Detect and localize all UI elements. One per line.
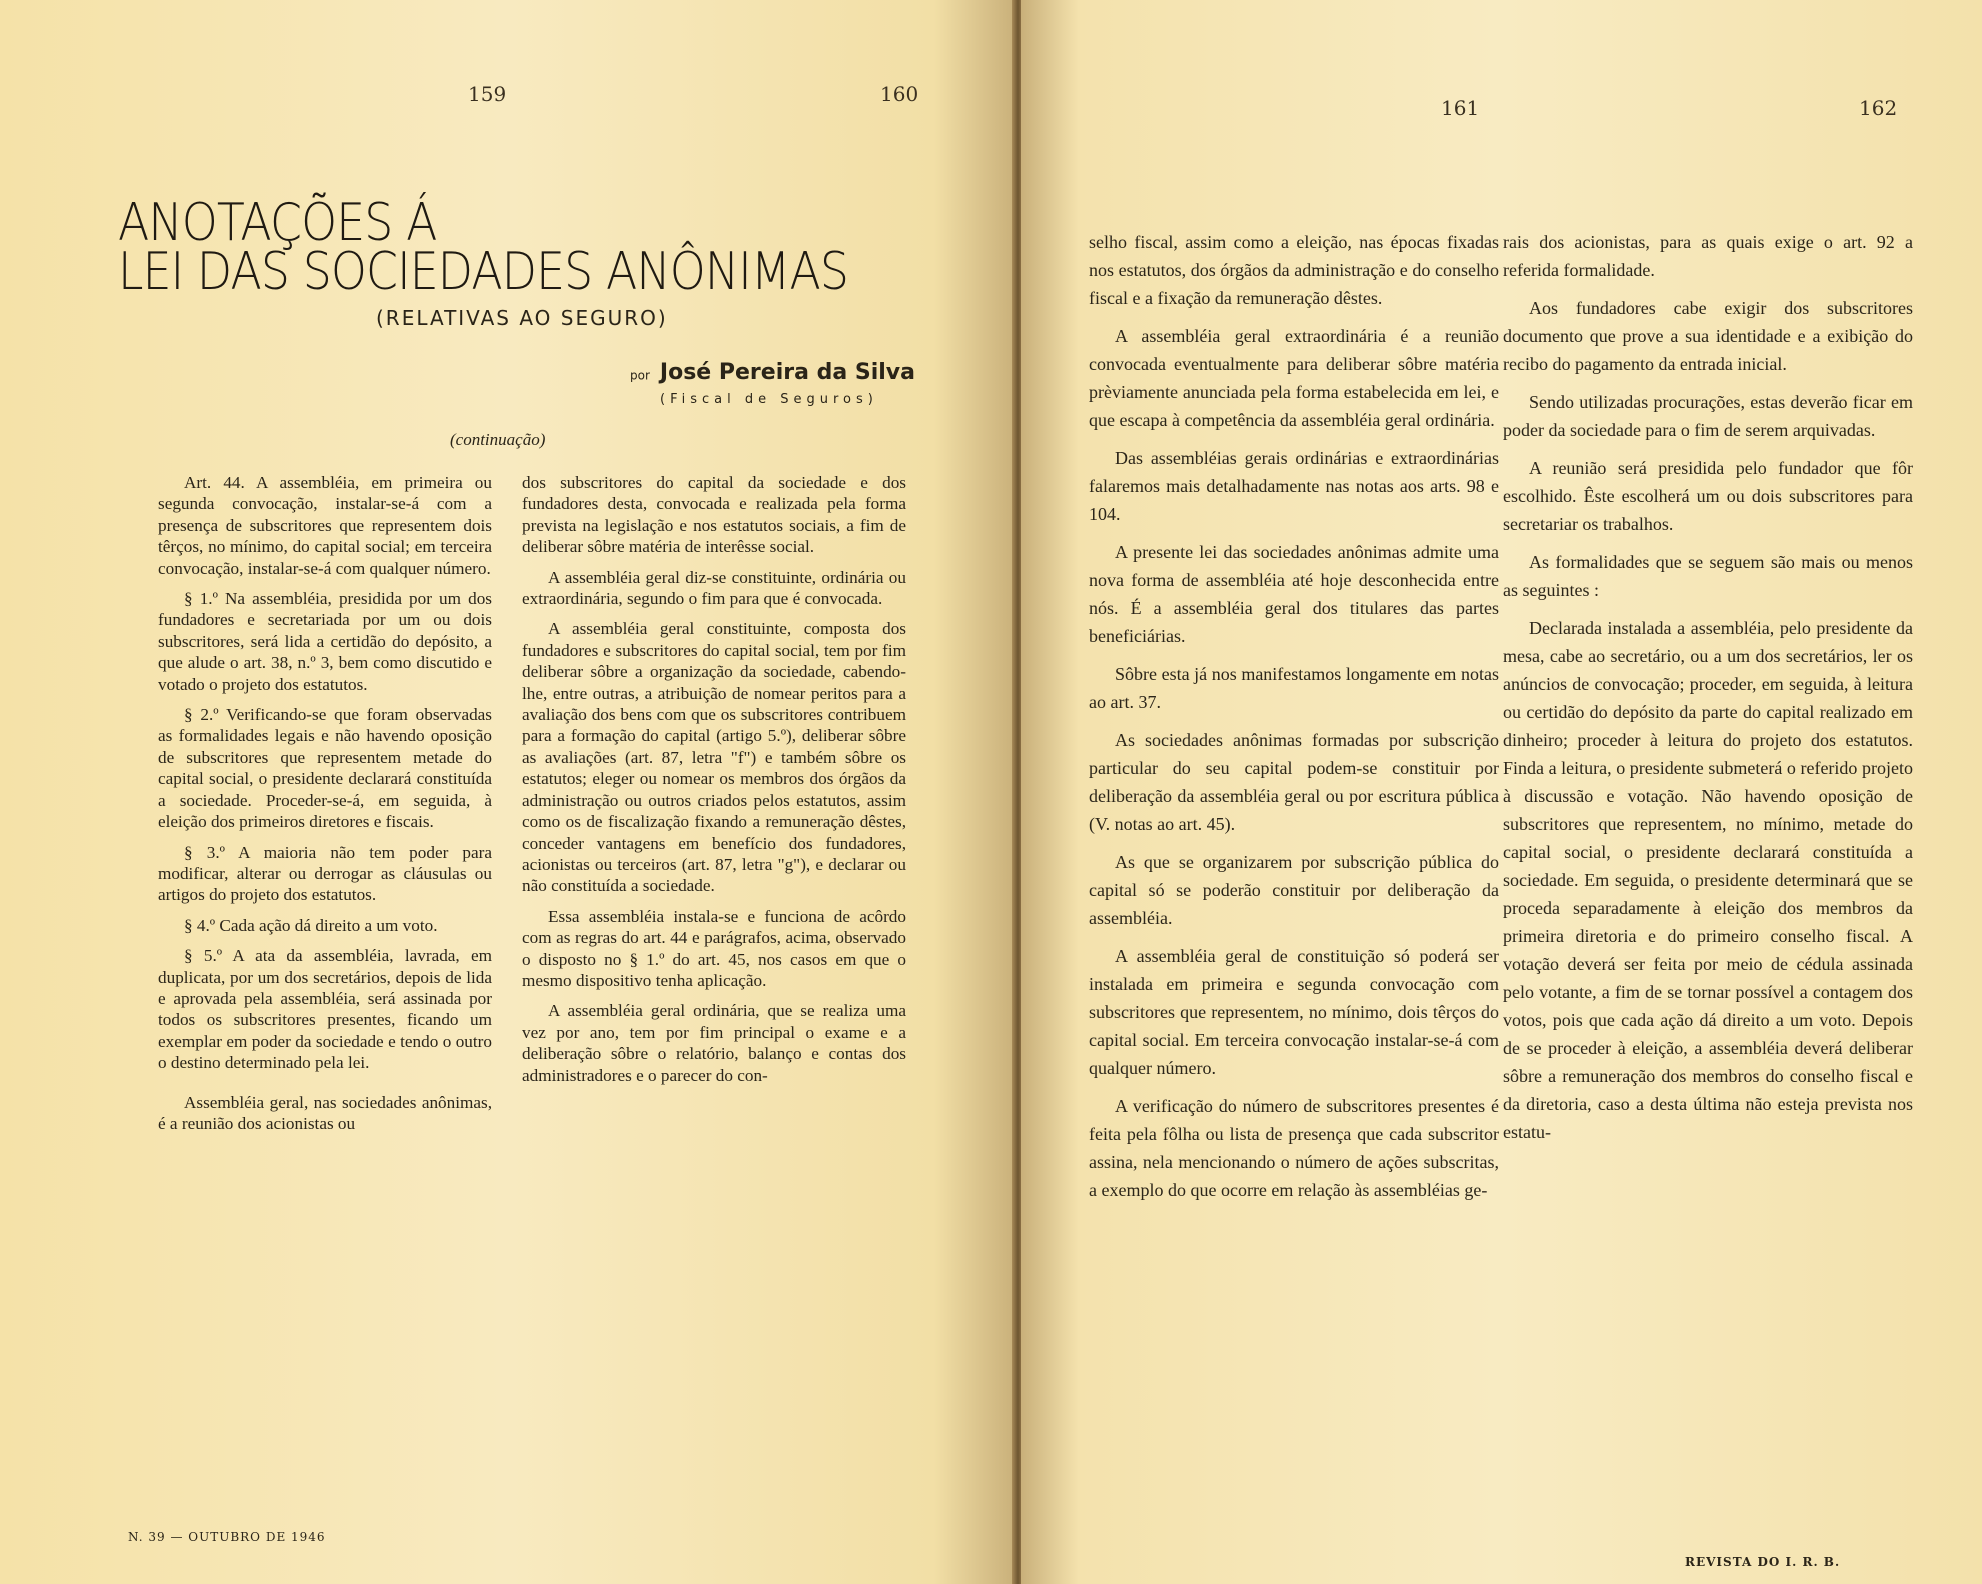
paragraph: § 4.º Cada ação dá direito a um voto. xyxy=(184,915,438,935)
continuation-note: (continuação) xyxy=(450,430,546,449)
article-subtitle: (RELATIVAS AO SEGURO) xyxy=(376,306,668,330)
author-name: José Pereira da Silva xyxy=(659,360,915,385)
byline xyxy=(630,360,915,385)
footer-journal: REVISTA DO I. R. B. xyxy=(1685,1555,1841,1569)
paragraph: Art. 44. A assembléia, em primeira ou segunda convocação, instalar-se-á com a presença de subscritores que representem dois têrços, no mínimo, do capital social; em terceira convocação, instalar-se-á com qualquer número. xyxy=(158,473,492,578)
column-4 xyxy=(1503,228,1913,1156)
paragraph: As formalidades que se seguem são mais ou menos as seguintes : xyxy=(1503,552,1913,600)
right-page xyxy=(1021,0,1982,1584)
paragraph: dos subscritores do capital da sociedade e dos fundadores desta, convocada e realizada pela forma prevista na legislação e nos estatutos sociais, a fim de deliberar sôbre matéria de interêsse social. xyxy=(522,473,906,557)
paragraph: Das assembléias gerais ordinárias e extraordinárias falaremos mais detalhadamente nas notas aos arts. 98 e 104. xyxy=(1089,448,1499,524)
paragraph: A reunião será presidida pelo fundador que fôr escolhido. Êste escolherá um ou dois subscritores para secretariar os trabalhos. xyxy=(1503,458,1913,534)
paragraph: A assembléia geral extraordinária é a reunião convocada eventualmente para deliberar sôbre matéria prèviamente anunciada pela forma estabelecida em lei, e que escapa à competência da assembléia geral ordinária. xyxy=(1089,326,1499,430)
paragraph: Sendo utilizadas procurações, estas deverão ficar em poder da sociedade para o fim de serem arquivadas. xyxy=(1503,392,1913,440)
paragraph: Assembléia geral, nas sociedades anônimas, é a reunião dos acionistas ou xyxy=(158,1092,492,1133)
paragraph: § 2.º Verificando-se que foram observadas as formalidades legais e não havendo oposição de subscritores que representem metade do capital social, o presidente declarará constituída a sociedade. Proceder-se-á, em seguida, à eleição dos primeiros diretores e fiscais. xyxy=(158,705,492,832)
article-title-line1: ANOTAÇÕES Á xyxy=(118,193,437,253)
paragraph: rais dos acionistas, para as quais exige o art. 92 a referida formalidade. xyxy=(1503,232,1913,280)
paragraph: § 3.º A maioria não tem poder para modificar, alterar ou derrogar as cláusulas ou artigos do projeto dos estatutos. xyxy=(158,842,492,905)
paragraph: Declarada instalada a assembléia, pelo presidente da mesa, cabe ao secretário, ou a um dos secretários, ler os anúncios de convocação; proceder, em seguida, à leitura ou certidão do depósito da parte do capital realizado em dinheiro; proceder à leitura do projeto dos estatutos. Finda a leitura, o presidente submeterá o referido projeto à discussão e votação. Não havendo oposição de subscritores que representem, no mínimo, metade do capital social, o presidente declarará constituída a sociedade. Em seguida, o presidente determinará que se proceda separadamente à eleição dos membros da primeira diretoria e do primeiro conselho fiscal. A votação deverá ser feita por meio de cédula assinada pelo votante, a fim de se tornar possível a contagem dos votos, pois que cada ação dá direito a um voto. Depois de se proceder à eleição, a assembléia deverá deliberar sôbre a remuneração dos membros do conselho fiscal e da diretoria, caso a desta última não esteja prevista nos estatu- xyxy=(1503,618,1913,1142)
byline-prefix: por xyxy=(630,368,650,383)
page-number-160: 160 xyxy=(880,82,919,106)
paragraph: Sôbre esta já nos manifestamos longamente em notas ao art. 37. xyxy=(1089,664,1499,712)
paragraph: A assembléia geral de constituição só poderá ser instalada em primeira e segunda convocação com subscritores que representem, no mínimo, dois têrços do capital social. Em terceira convocação instalar-se-á com qualquer número. xyxy=(1089,946,1499,1078)
paragraph: As que se organizarem por subscrição pública do capital só se poderão constituir por deliberação da assembléia. xyxy=(1089,852,1499,928)
paragraph: Aos fundadores cabe exigir dos subscritores documento que prove a sua identidade e a exibição do recibo do pagamento da entrada inicial. xyxy=(1503,298,1913,374)
column-1 xyxy=(158,472,492,1143)
paragraph: A assembléia geral constituinte, composta dos fundadores e subscritores do capital social, tem por fim deliberar sôbre a organização da sociedade, cabendo-lhe, entre outras, a atribuição de nomear peritos para a avaliação dos bens com que os subscritores contribuem para a formação do capital (artigo 5.º), deliberar sôbre as avaliações (art. 87, letra "f") e também sôbre os estatutos; eleger ou nomear os membros dos órgãos da administração ou outros criados pelos estatutos, assim como os de fiscalização fixando a remuneração dêstes, conceder vantagens em benefício dos fundadores, acionistas ou terceiros (art. 87, letra "g"), e declarar ou não constituída a sociedade. xyxy=(522,619,906,896)
page-number-161: 161 xyxy=(1441,96,1480,120)
author-role: (Fiscal de Seguros) xyxy=(660,392,878,407)
paragraph: A presente lei das sociedades anônimas admite uma nova forma de assembléia até hoje desconhecida entre nós. É a assembléia geral dos titulares das partes beneficiárias. xyxy=(1089,542,1499,646)
paragraph: A assembléia geral diz-se constituinte, ordinária ou extraordinária, segundo o fim para que é convocada. xyxy=(522,567,906,609)
paragraph: A verificação do número de subscritores presentes é feita pela fôlha ou lista de presença que cada subscritor assina, nela mencionando o número de ações subscritas, a exemplo do que ocorre em relação às assembléias ge- xyxy=(1089,1096,1499,1200)
paragraph: Essa assembléia instala-se e funciona de acôrdo com as regras do art. 44 e parágrafos, acima, observado o disposto no § 1.º do art. 45, nos casos em que o mesmo dispositivo tenha aplicação. xyxy=(522,906,906,990)
page-number-159: 159 xyxy=(468,82,507,106)
paragraph: A assembléia geral ordinária, que se realiza uma vez por ano, tem por fim principal o exame e a deliberação sôbre o relatório, balanço e contas dos administradores e o parecer do con- xyxy=(522,1001,906,1085)
paragraph: selho fiscal, assim como a eleição, nas épocas fixadas nos estatutos, dos órgãos da administração e do conselho fiscal e a fixação da remuneração dêstes. xyxy=(1089,232,1499,308)
paragraph: As sociedades anônimas formadas por subscrição particular do seu capital podem-se constituir por deliberação da assembléia geral ou por escritura pública (V. notas ao art. 45). xyxy=(1089,730,1499,834)
footer-issue: N. 39 — OUTUBRO DE 1946 xyxy=(128,1530,326,1544)
page-number-162: 162 xyxy=(1859,96,1898,120)
article-title-line2: LEI DAS SOCIEDADES ANÔNIMAS xyxy=(118,242,849,302)
column-3 xyxy=(1089,228,1499,1214)
paragraph: § 1.º Na assembléia, presidida por um dos fundadores e secretariada por um ou dois subscritores, será lida a certidão do depósito, a que alude o art. 38, n.º 3, bem como discutido e votado o projeto dos estatutos. xyxy=(158,589,492,694)
column-2 xyxy=(522,472,906,1095)
paragraph: § 5.º A ata da assembléia, lavrada, em duplicata, por um dos secretários, depois de lida e aprovada pela assembléia, será assinada por todos os subscritores presentes, ficando um exemplar em poder da sociedade e tendo o outro o destino determinado pela lei. xyxy=(158,946,492,1073)
